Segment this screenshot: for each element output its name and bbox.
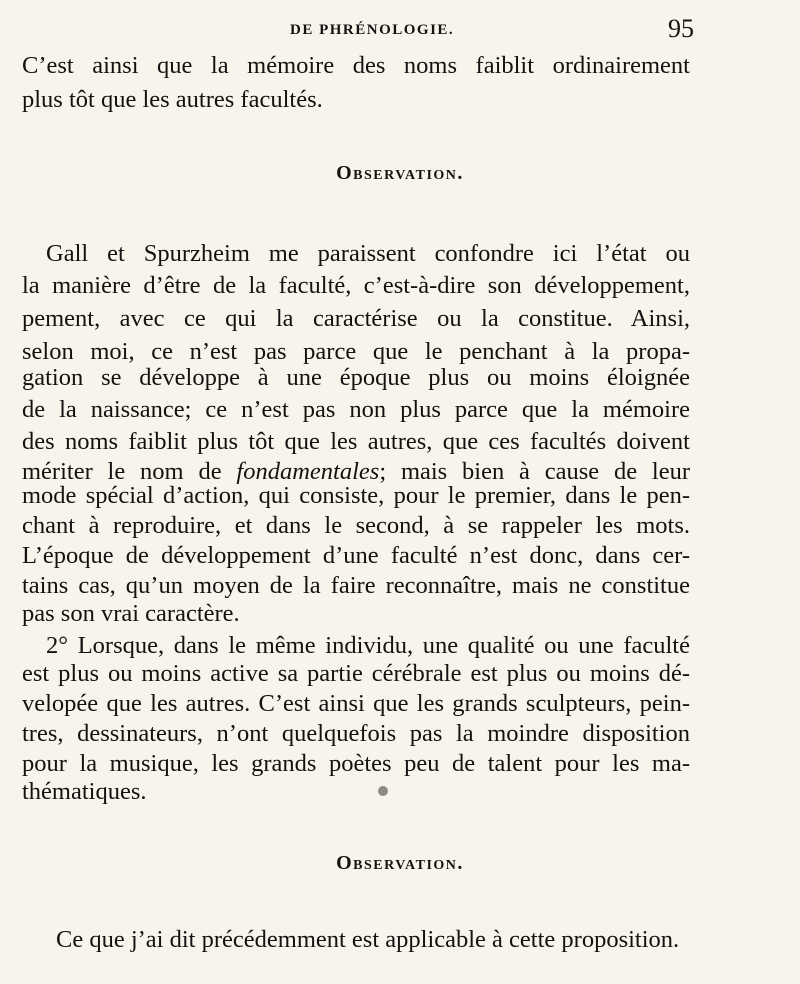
text-line: pas son vrai caractère. [22,600,240,627]
text-line [22,272,690,300]
line-text: mériter le nom de [22,458,222,485]
text-line: C’est ainsi que la mémoire des noms faiblit ordinairement [22,52,690,79]
line-text: la manière d’être de la faculté, c’est-à-dire son développement, [22,272,690,299]
text-line: tains cas, qu’un moyen de la faire reconnaître, mais ne constitue [22,572,690,599]
text-line: Ce que j’ai dit précédemment est applicable à cette proposition. [56,926,680,953]
running-title: DE PHRÉNOLOGIE. [290,22,455,38]
text-line: Gall et Spurzheim me paraissent confondre ici l’état ou [46,240,690,267]
text-line: plus tôt que les autres facultés. [22,86,323,113]
text-line: pement, avec ce qui la caractérise ou la constitue. Ainsi, [22,305,690,332]
italic-term: fondamentales [236,458,380,485]
ink-spot [378,786,388,796]
text-line: velopée que les autres. C’est ainsi que les grands sculpteurs, pein- [22,690,690,717]
section-heading: Observation. [336,162,464,184]
text-line: chant à reproduire, et dans le second, à se rappeler les mots. [22,512,690,539]
text-line: pour la musique, les grands poètes peu de talent pour les ma- [22,750,690,777]
text-line: L’époque de développement d’une faculté n’est donc, dans cer- [22,542,690,569]
text-line: de la naissance; ce n’est pas non plus parce que la mémoire [22,396,690,423]
text-line: selon moi, ce n’est pas parce que le penchant à la propa- [22,338,690,365]
text-line: gation se développe à une époque plus ou moins éloignée [22,364,690,391]
text-line: thématiques. [22,778,147,805]
text-line: est plus ou moins active sa partie cérébrale est plus ou moins dé- [22,660,690,687]
text-line: tres, dessinateurs, n’ont quelquefois pas la moindre disposition [22,720,690,747]
text-line: 2° Lorsque, dans le même individu, une qualité ou une faculté [46,632,690,659]
text-line: des noms faiblit plus tôt que les autres, que ces facultés doivent [22,428,690,455]
text-line: mode spécial d’action, qui consiste, pour le premier, dans le pen- [22,482,690,509]
section-heading: Observation. [336,852,464,874]
page-number: 95 [668,14,694,43]
line-text: ; mais bien à cause de leur [379,458,690,485]
